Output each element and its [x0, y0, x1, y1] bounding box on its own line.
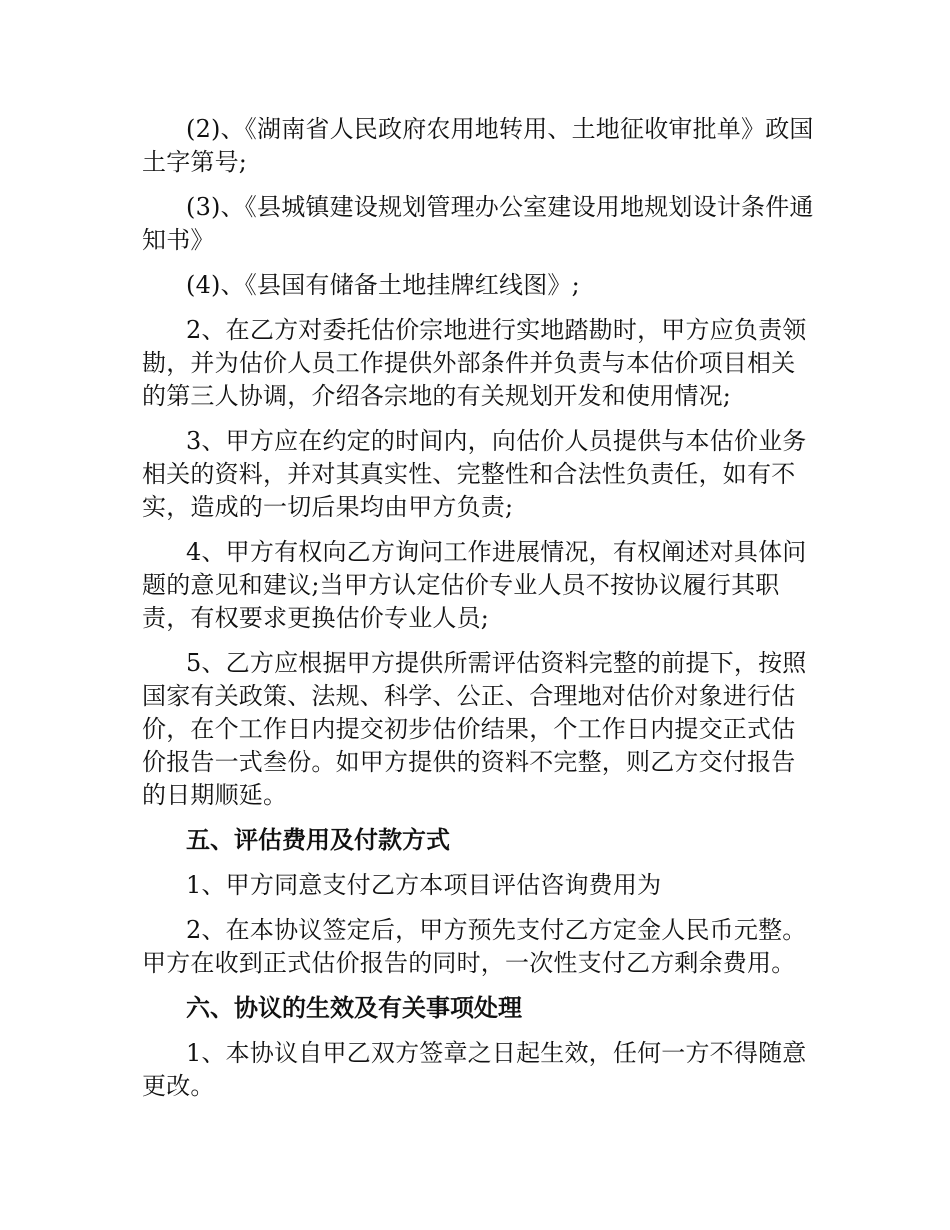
fee-clause-1: 1、甲方同意支付乙方本项目评估咨询费用为: [186, 871, 662, 899]
obligation-5: 5、乙方应根据甲方提供所需评估资料完整的前提下，按照国家有关政策、法规、科学、公正、合理地对估价对象进行估价，在个工作日内提交初步估价结果，个工作日内提交正式估价报告一式叁份。如甲方提供的资料不完整，则乙方交付报告的日期顺延。: [142, 649, 807, 809]
fee-clause-2: 2、在本协议签定后，甲方预先支付乙方定金人民币元整。甲方在收到正式估价报告的同时，一次性支付乙方剩余费用。: [142, 916, 807, 977]
obligation-2: 2、在乙方对委托估价宗地进行实地踏勘时，甲方应负责领勘，并为估价人员工作提供外部条件并负责与本估价项目相关的第三人协调，介绍各宗地的有关规划开发和使用情况;: [142, 316, 807, 410]
document-page: [142, 113, 814, 1115]
section-heading-fees: 五、评估费用及付款方式: [186, 826, 450, 854]
clause-2-item-2: (2)、《湖南省人民政府农用地转用、土地征收审批单》政国土字第号;: [142, 115, 814, 176]
effectiveness-clause-1: 1、本协议自甲乙双方签章之日起生效，任何一方不得随意更改。: [142, 1039, 807, 1100]
section-heading-effectiveness: 六、协议的生效及有关事项处理: [186, 994, 522, 1022]
clause-2-item-3: (3)、《县城镇建设规划管理办公室建设用地规划设计条件通知书》: [142, 193, 814, 254]
obligation-4: 4、甲方有权向乙方询问工作进展情况，有权阐述对具体问题的意见和建议;当甲方认定估价专业人员不按协议履行其职责，有权要求更换估价专业人员;: [142, 538, 807, 632]
obligation-3: 3、甲方应在约定的时间内，向估价人员提供与本估价业务相关的资料，并对其真实性、完整性和合法性负责任，如有不实，造成的一切后果均由甲方负责;: [142, 427, 807, 521]
clause-2-item-4: (4)、《县国有储备土地挂牌红线图》;: [186, 271, 580, 299]
